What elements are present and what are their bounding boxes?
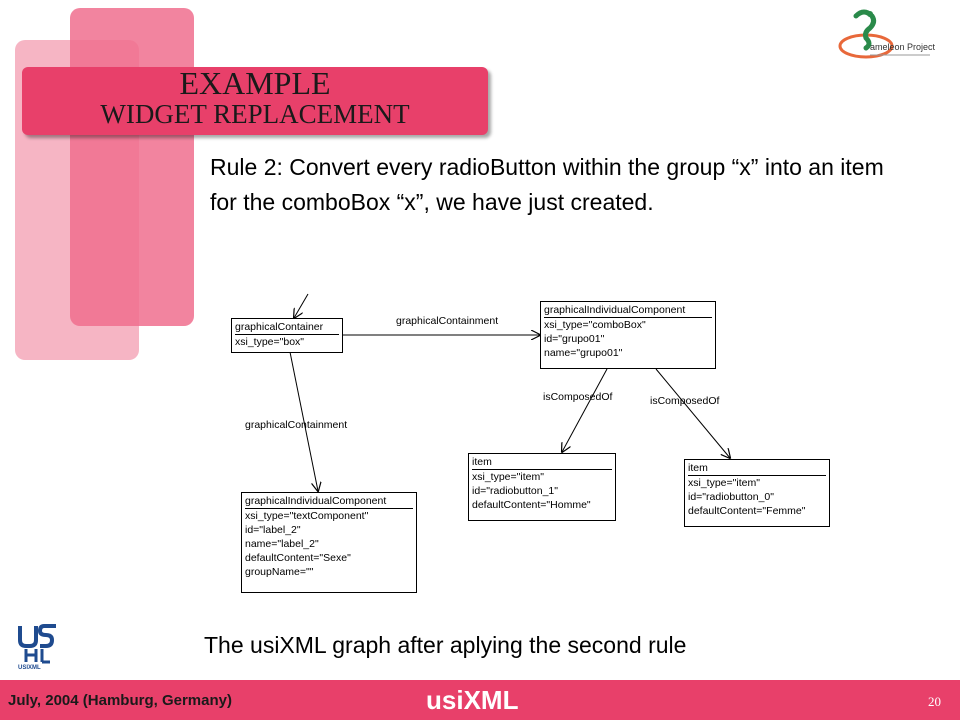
node-attr: defaultContent="Homme"	[472, 499, 591, 511]
node-attr: xsi_type="item"	[688, 477, 760, 489]
node-header: item	[688, 461, 826, 476]
node-graphical-container	[231, 318, 343, 353]
edge-label-containment-down: graphicalContainment	[245, 419, 348, 431]
usixml-logo	[12, 622, 64, 670]
edge-label-composed-left: isComposedOf	[543, 391, 613, 403]
node-item-femme	[684, 459, 830, 527]
title-line-2: WIDGET REPLACEMENT	[100, 99, 410, 129]
graph-caption: The usiXML graph after aplying the second rule	[204, 632, 687, 658]
node-header: graphicalIndividualComponent	[245, 494, 413, 509]
node-item-homme	[468, 453, 616, 521]
node-attr: xsi_type="box"	[235, 336, 305, 348]
title-line-1: EXAMPLE	[179, 65, 331, 101]
edge-composed-right	[656, 369, 730, 458]
node-attr: name="grupo01"	[544, 347, 623, 359]
node-attr: id="label_2"	[245, 524, 301, 536]
node-attr: id="radiobutton_1"	[472, 485, 558, 497]
page-number: 20	[928, 694, 941, 709]
node-attr: xsi_type="comboBox"	[544, 319, 646, 331]
node-combobox	[540, 301, 716, 369]
node-attr: defaultContent="Sexe"	[245, 552, 351, 564]
node-attr: id="radiobutton_0"	[688, 491, 774, 503]
node-text-component	[241, 492, 417, 593]
entry-arrow	[294, 294, 308, 318]
node-attr: defaultContent="Femme"	[688, 505, 806, 517]
node-header: item	[472, 455, 612, 470]
logo-text: ameleon Project	[870, 42, 936, 52]
footer-bar	[0, 680, 960, 720]
svg-text:USIXML: USIXML	[18, 665, 41, 670]
edge-label-containment-top: graphicalContainment	[396, 315, 499, 327]
node-attr: groupName=""	[245, 566, 314, 578]
node-header: graphicalIndividualComponent	[544, 303, 712, 318]
node-attr: xsi_type="item"	[472, 471, 544, 483]
edge-label-composed-right: isComposedOf	[650, 395, 720, 407]
rule-text: Rule 2: Convert every radioButton within the group “x” into an item for the comboBox “x”, we have just created.	[210, 154, 884, 215]
footer-brand: usiXML	[426, 685, 519, 715]
edge-composed-left	[562, 369, 607, 452]
node-attr: name="label_2"	[245, 538, 319, 550]
node-attr: id="grupo01"	[544, 333, 605, 345]
node-attr: xsi_type="textComponent"	[245, 510, 369, 522]
footer-date: July, 2004 (Hamburg, Germany)	[8, 692, 232, 709]
node-header: graphicalContainer	[235, 320, 339, 335]
